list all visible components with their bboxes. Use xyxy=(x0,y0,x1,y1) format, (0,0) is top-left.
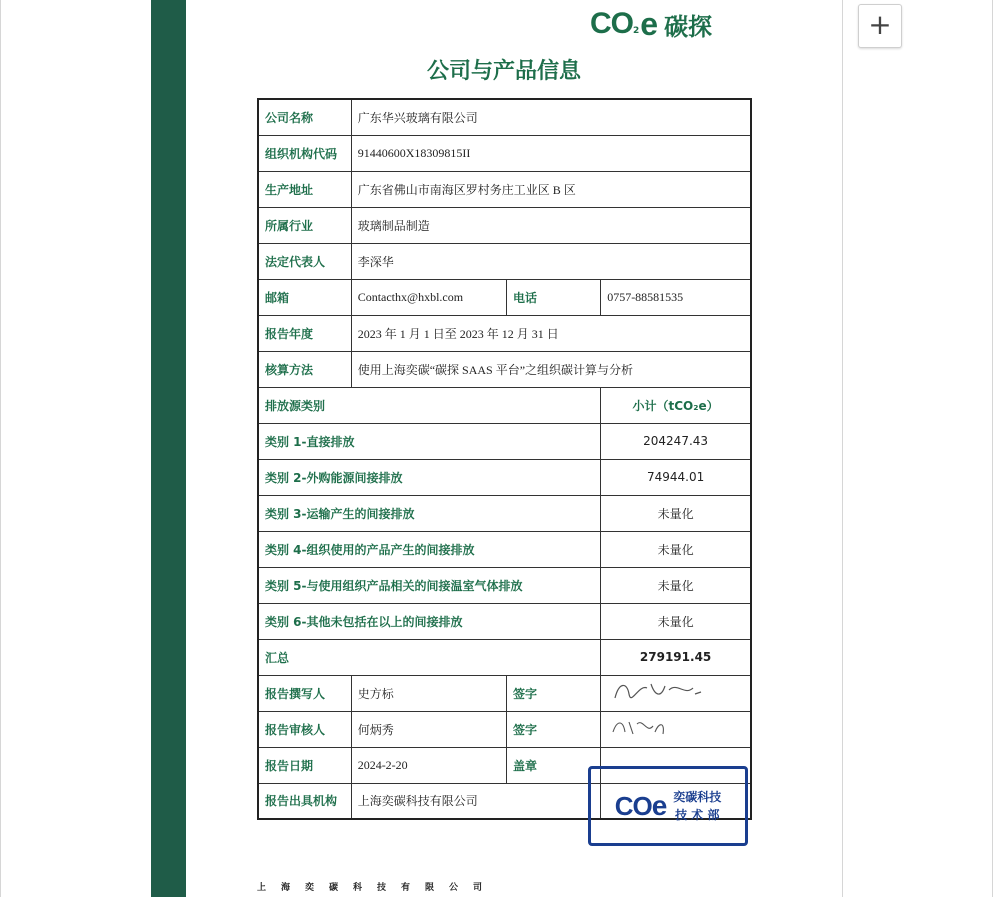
viewer-far-border xyxy=(992,0,993,897)
table-row xyxy=(258,495,751,531)
emission-category-value: 未量化 xyxy=(601,531,751,567)
stamp-line-2: 技 术 部 xyxy=(675,808,720,822)
table-row xyxy=(258,351,751,387)
total-value: 279191.45 xyxy=(601,639,751,675)
stamp-text-block xyxy=(673,788,721,824)
emission-source-header: 排放源类别 xyxy=(258,387,601,423)
writer-sign-label: 签字 xyxy=(507,675,601,711)
writer-signature-mark xyxy=(607,676,707,706)
stamp-line-1: 奕碳科技 xyxy=(673,790,722,804)
brand-logo xyxy=(590,6,712,42)
reviewer-signature xyxy=(601,711,751,747)
writer-label: 报告撰写人 xyxy=(258,675,351,711)
emission-category-label: 类别 5-与使用组织产品相关的间接温室气体排放 xyxy=(258,567,601,603)
phone-value: 0757-88581535 xyxy=(601,279,751,315)
emission-category-label: 类别 6-其他未包括在以上的间接排放 xyxy=(258,603,601,639)
email-value: Contacthx@hxbl.com xyxy=(351,279,506,315)
seal-label: 盖章 xyxy=(507,747,601,783)
writer-signature xyxy=(601,675,751,711)
logo-subscript: 2 xyxy=(633,26,640,36)
company-seal-stamp xyxy=(588,766,748,846)
emission-category-value: 未量化 xyxy=(601,495,751,531)
method-label: 核算方法 xyxy=(258,351,351,387)
logo-co-text: CO xyxy=(590,7,633,40)
table-row xyxy=(258,315,751,351)
company-name-value: 广东华兴玻璃有限公司 xyxy=(351,99,751,135)
emission-category-label: 类别 2-外购能源间接排放 xyxy=(258,459,601,495)
emission-category-value: 未量化 xyxy=(601,603,751,639)
table-row xyxy=(258,207,751,243)
legal-rep-label: 法定代表人 xyxy=(258,243,351,279)
table-row xyxy=(258,603,751,639)
writer-value: 史方标 xyxy=(351,675,506,711)
total-label: 汇总 xyxy=(258,639,601,675)
stamp-co-text: CO xyxy=(614,790,652,821)
table-row xyxy=(258,531,751,567)
table-row xyxy=(258,567,751,603)
phone-label: 电话 xyxy=(507,279,601,315)
stamp-e-text: e xyxy=(651,790,668,821)
page-side-bar xyxy=(151,0,186,897)
industry-value: 玻璃制品制造 xyxy=(351,207,751,243)
table-row xyxy=(258,387,751,423)
method-value: 使用上海奕碳“碳探 SAAS 平台”之组织碳计算与分析 xyxy=(351,351,751,387)
issuer-label: 报告出具机构 xyxy=(258,783,351,819)
table-row xyxy=(258,711,751,747)
viewer-right-border xyxy=(842,0,843,897)
emission-category-label: 类别 4-组织使用的产品产生的间接排放 xyxy=(258,531,601,567)
table-row xyxy=(258,639,751,675)
legal-rep-value: 李深华 xyxy=(351,243,751,279)
emission-category-label: 类别 3-运输产生的间接排放 xyxy=(258,495,601,531)
subtotal-unit-header: 小计（tCO₂e） xyxy=(601,387,751,423)
table-row xyxy=(258,675,751,711)
zoom-in-button[interactable]: + xyxy=(858,4,902,48)
emission-category-value: 74944.01 xyxy=(601,459,751,495)
table-row xyxy=(258,171,751,207)
company-info-table xyxy=(257,98,752,820)
logo-e-text: e xyxy=(640,5,659,42)
reviewer-value: 何炳秀 xyxy=(351,711,506,747)
report-year-label: 报告年度 xyxy=(258,315,351,351)
org-code-label: 组织机构代码 xyxy=(258,135,351,171)
reviewer-label: 报告审核人 xyxy=(258,711,351,747)
table-row xyxy=(258,279,751,315)
emission-category-value: 未量化 xyxy=(601,567,751,603)
table-row xyxy=(258,135,751,171)
reviewer-signature-mark xyxy=(607,712,707,742)
report-year-value: 2023 年 1 月 1 日至 2023 年 12 月 31 日 xyxy=(351,315,751,351)
address-value: 广东省佛山市南海区罗村务庄工业区 B 区 xyxy=(351,171,751,207)
emission-category-label: 类别 1-直接排放 xyxy=(258,423,601,459)
org-code-value: 91440600X18309815II xyxy=(351,135,751,171)
page-footer: 上海奕碳科技有限公司 xyxy=(257,883,498,893)
company-name-label: 公司名称 xyxy=(258,99,351,135)
reviewer-sign-label: 签字 xyxy=(507,711,601,747)
report-date-value: 2024-2-20 xyxy=(351,747,506,783)
report-date-label: 报告日期 xyxy=(258,747,351,783)
table-row xyxy=(258,243,751,279)
viewer-left-border xyxy=(0,0,1,897)
email-label: 邮箱 xyxy=(258,279,351,315)
table-row xyxy=(258,99,751,135)
table-row xyxy=(258,423,751,459)
logo-chinese-text: 碳探 xyxy=(664,11,713,41)
table-row xyxy=(258,459,751,495)
emission-category-value: 204247.43 xyxy=(601,423,751,459)
industry-label: 所属行业 xyxy=(258,207,351,243)
page-title: 公司与产品信息 xyxy=(426,59,581,84)
address-label: 生产地址 xyxy=(258,171,351,207)
issuer-value: 上海奕碳科技有限公司 xyxy=(351,783,601,819)
